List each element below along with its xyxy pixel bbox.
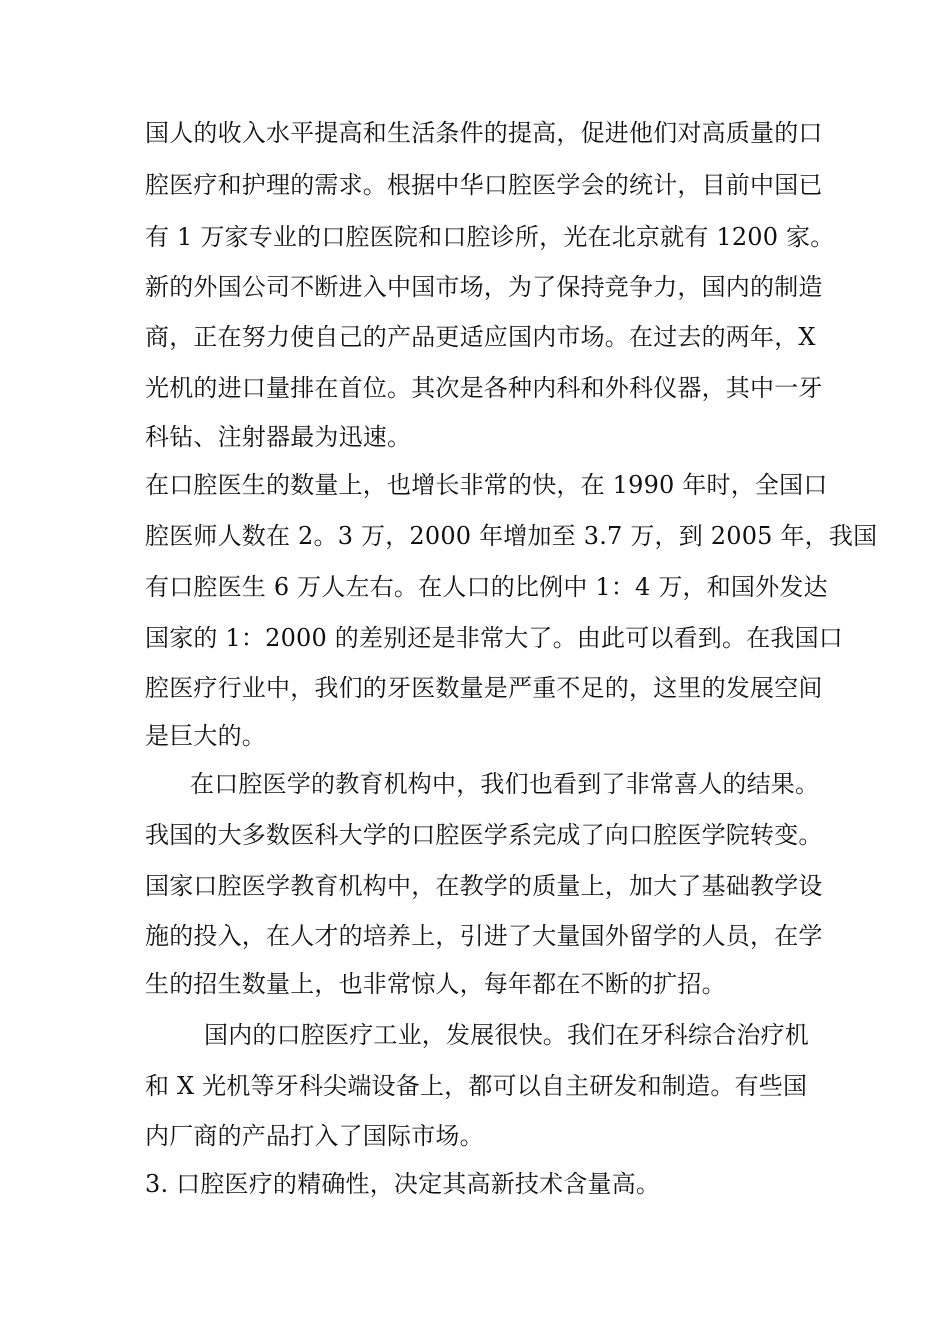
text-line-19: 国内的口腔医疗工业，发展很快。我们在牙科综合治疗机 [204, 1021, 809, 1049]
text-line-6: 光机的进口量排在首位。其次是各种内科和外科仪器，其中一牙 [145, 374, 823, 402]
text-line-5: 商，正在努力使自己的产品更适应国内市场。在过去的两年，X [145, 323, 816, 351]
text-line-10: 有口腔医生 6 万人左右。在人口的比例中 1：4 万，和国外发达 [145, 573, 828, 601]
text-line-21: 内厂商的产品打入了国际市场。 [145, 1122, 484, 1150]
text-line-14: 在口腔医学的教育机构中，我们也看到了非常喜人的结果。 [190, 770, 820, 798]
text-line-13: 是巨大的。 [145, 722, 266, 750]
text-line-18: 生的招生数量上，也非常惊人，每年都在不断的扩招。 [145, 970, 726, 998]
text-line-16: 国家口腔医学教育机构中，在教学的质量上，加大了基础教学设 [145, 872, 823, 900]
text-line-11: 国家的 1：2000 的差别还是非常大了。由此可以看到。在我国口 [145, 624, 844, 652]
text-line-9: 腔医师人数在 2。3 万，2000 年增加至 3.7 万，到 2005 年，我国 [145, 522, 878, 550]
text-line-15: 我国的大多数医科大学的口腔医学系完成了向口腔医学院转变。 [145, 821, 823, 849]
text-line-20: 和 X 光机等牙科尖端设备上，都可以自主研发和制造。有些国 [145, 1072, 808, 1100]
text-line-8: 在口腔医生的数量上，也增长非常的快，在 1990 年时，全国口 [145, 471, 828, 499]
text-line-3: 有 1 万家专业的口腔医院和口腔诊所，光在北京就有 1200 家。 [145, 223, 835, 251]
text-line-22: 3. 口腔医疗的精确性，决定其高新技术含量高。 [145, 1170, 661, 1198]
text-line-1: 国人的收入水平提高和生活条件的提高，促进他们对高质量的口 [145, 119, 823, 147]
text-line-17: 施的投入，在人才的培养上，引进了大量国外留学的人员，在学 [145, 922, 823, 950]
text-line-2: 腔医疗和护理的需求。根据中华口腔医学会的统计，目前中国已 [145, 171, 823, 199]
text-line-4: 新的外国公司不断进入中国市场，为了保持竞争力，国内的制造 [145, 273, 823, 301]
text-line-7: 科钻、注射器最为迅速。 [145, 423, 412, 451]
text-line-12: 腔医疗行业中，我们的牙医数量是严重不足的，这里的发展空间 [145, 674, 823, 702]
